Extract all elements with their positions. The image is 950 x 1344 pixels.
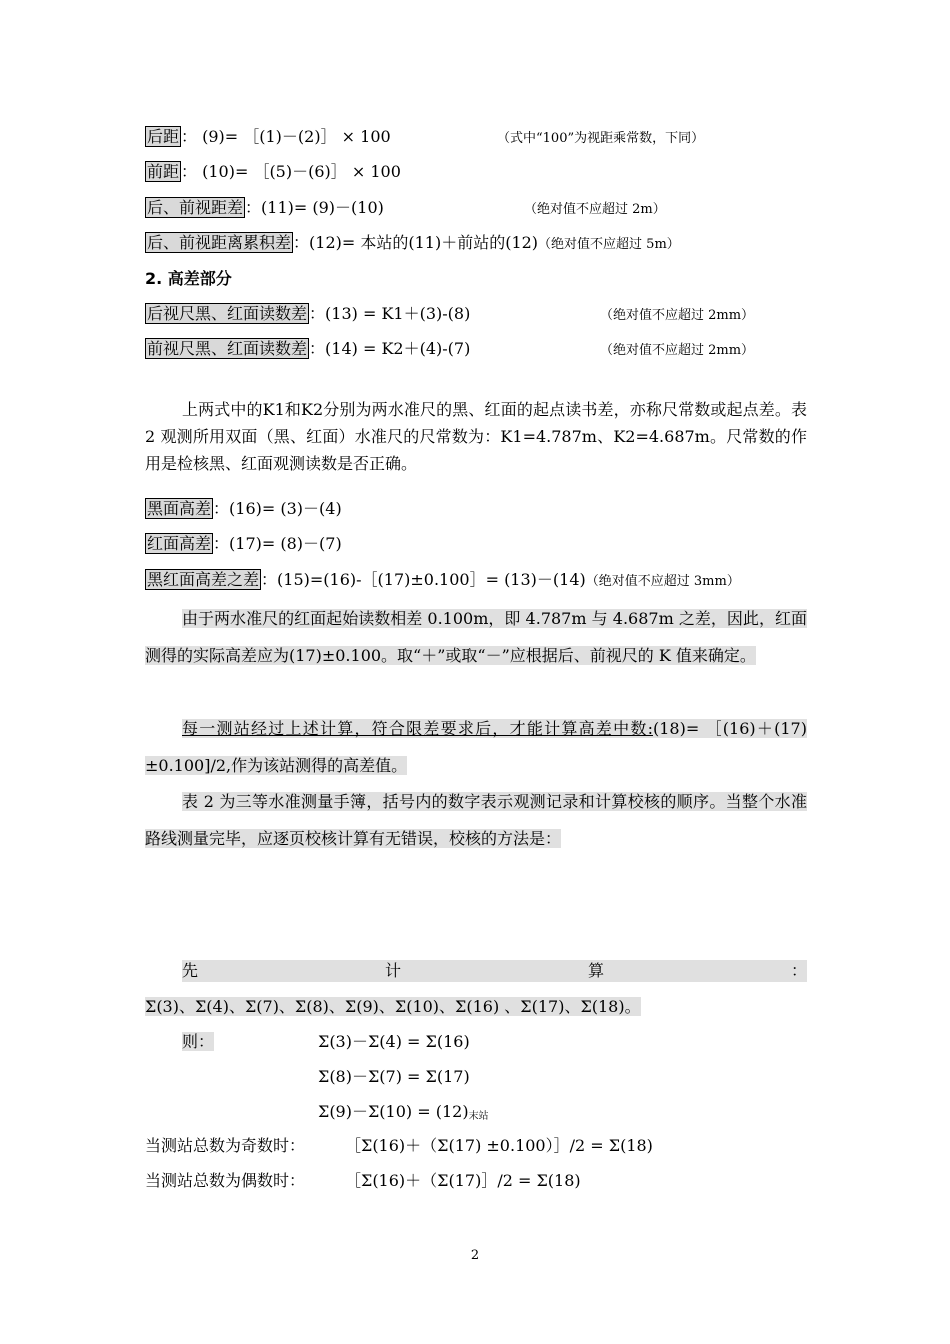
back-staff-diff-label: 后视尺黑、红面读数差: [147, 304, 308, 323]
distance-diff-label: 后、前视距差: [147, 198, 244, 217]
mean-height-rest: (18)= ［(16)＋(17) ±0.100]/2,作为该站测得的高差值。: [145, 719, 807, 775]
red-height-label: 红面高差: [147, 534, 212, 553]
black-red-diff-label: 黑红面高差之差: [147, 570, 260, 589]
back-distance-label: 后距: [147, 127, 180, 146]
black-red-diff-formula: ：(15)=(16)-［(17)±0.100］= (13)－(14): [261, 570, 586, 589]
front-staff-diff-note: （绝对值不应超过 2mm）: [600, 343, 755, 358]
check-equation-2: Σ(8)－Σ(7) = Σ(17): [318, 1067, 470, 1086]
check-equation-3-text: Σ(9)－Σ(10) = (12): [318, 1102, 469, 1121]
distance-diff-formula: ：(11)= (9)－(10): [245, 198, 384, 217]
sums-text: Σ(3)、Σ(4)、Σ(7)、Σ(8)、Σ(9)、Σ(10)、Σ(16) 、Σ(17)、Σ(18)。: [145, 997, 641, 1016]
back-distance-line: [145, 126, 391, 148]
black-height-formula: ：(16)= (3)－(4): [213, 499, 342, 518]
even-stations-line: [145, 1170, 305, 1192]
front-distance-formula: ： (10)= ［(5)－(6)］ × 100: [181, 162, 401, 181]
front-staff-diff-line: [145, 338, 470, 360]
back-staff-diff-line: [145, 303, 470, 325]
sums-line: [145, 996, 641, 1018]
odd-stations-line: [145, 1135, 305, 1157]
black-red-diff-line: [145, 569, 740, 593]
check-equation-3-sub: 末站: [468, 1111, 489, 1122]
table-text: 表 2 为三等水准测量手簿，括号内的数字表示观测记录和计算校核的顺序。当整个水准路线测量完毕，应逐页校核计算有无错误，校核的方法是：: [145, 792, 807, 848]
back-staff-diff-note: （绝对值不应超过 2mm）: [600, 308, 755, 323]
red-start-text: 由于两水准尺的红面起始读数相差 0.100m，即 4.787m 与 4.687m 之差，因此，红面测得的实际高差应为(17)±0.100。取“＋”或取“－”应根据后、前视尺的 K 值来确定。: [145, 609, 807, 665]
back-distance-formula: ： (9)= ［(1)－(2)］ × 100: [181, 127, 391, 146]
first-compute-char-4: ：: [790, 961, 807, 980]
back-staff-diff-formula: ：(13) = K1＋(3)-(8): [309, 304, 471, 323]
first-compute-line: [182, 960, 807, 982]
distance-diff-note: （绝对值不应超过 2m）: [524, 202, 666, 217]
check-equation-1: Σ(3)－Σ(4) = Σ(16): [318, 1032, 470, 1051]
check-equation-3: [318, 1101, 489, 1128]
even-stations-formula: ［Σ(16)＋（Σ(17)］/2 = Σ(18): [345, 1171, 581, 1190]
page-number: 2: [470, 1248, 480, 1263]
cumulative-diff-label: 后、前视距离累积差: [147, 233, 292, 252]
mean-height-paragraph: [145, 710, 807, 784]
front-distance-label: 前距: [147, 162, 180, 181]
black-red-diff-note: （绝对值不应超过 3mm）: [585, 574, 740, 589]
first-compute-char-3: 算: [587, 961, 604, 980]
cumulative-diff-line: [145, 232, 680, 256]
red-height-formula: ：(17)= (8)－(7): [213, 534, 342, 553]
odd-stations-label: 当测站总数为奇数时：: [145, 1136, 306, 1155]
mean-height-underlined: 每一测站经过上述计算，符合限差要求后，才能计算高差中数:: [182, 719, 653, 738]
section-heading: 2. 高差部分: [145, 269, 232, 288]
distance-diff-line: [145, 197, 384, 219]
red-start-paragraph: [145, 600, 807, 674]
black-height-label: 黑面高差: [147, 499, 212, 518]
cumulative-diff-formula: ：(12)= 本站的(11)＋前站的(12): [293, 233, 539, 252]
then-label: [182, 1031, 214, 1053]
cumulative-diff-note: （绝对值不应超过 5m）: [538, 237, 680, 252]
staff-constant-paragraph: 上两式中的K1和K2分别为两水准尺的黑、红面的起点读书差，亦称尺常数或起点差。表 2 观测所用双面（黑、红面）水准尺的尺常数为：K1=4.787m、K2=4.687m。尺常数的作用是检核黑、红面观测读数是否正确。: [145, 400, 807, 473]
red-height-line: [145, 533, 342, 555]
back-distance-note: （式中“100”为视距乘常数，下同）: [497, 131, 705, 146]
even-stations-label: 当测站总数为偶数时：: [145, 1171, 306, 1190]
odd-stations-formula: ［Σ(16)＋（Σ(17) ±0.100）］/2 = Σ(18): [345, 1136, 653, 1155]
table-paragraph: [145, 783, 807, 857]
then-text: 则：: [182, 1032, 215, 1051]
front-staff-diff-label: 前视尺黑、红面读数差: [147, 339, 308, 358]
black-height-line: [145, 498, 342, 520]
first-compute-char-1: 先: [182, 961, 199, 980]
front-distance-line: [145, 161, 401, 183]
front-staff-diff-formula: ：(14) = K2＋(4)-(7): [309, 339, 471, 358]
first-compute-char-2: 计: [384, 961, 401, 980]
